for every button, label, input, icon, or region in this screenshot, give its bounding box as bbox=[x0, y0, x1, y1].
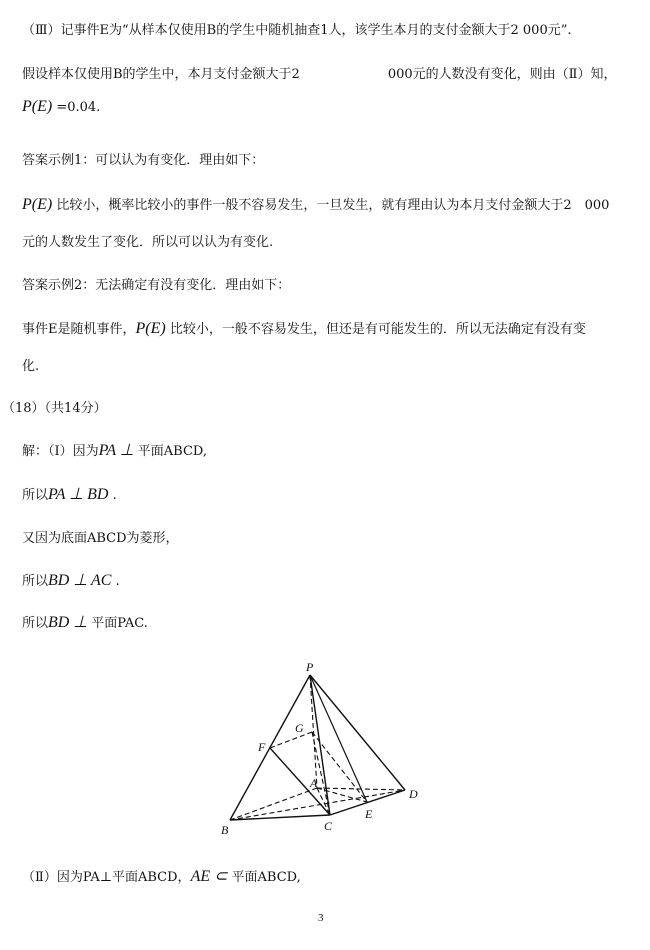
solution-step-1 bbox=[22, 442, 207, 461]
label-E: E bbox=[365, 807, 373, 821]
math-pe: P(E) bbox=[22, 196, 53, 213]
text: =0.04. bbox=[52, 100, 101, 115]
text-b: 平面ABCD, bbox=[137, 444, 208, 459]
solution-step-5 bbox=[22, 614, 148, 633]
paragraph-answer-example-2 bbox=[22, 277, 290, 295]
text-a: 解：（Ⅰ）因为 bbox=[22, 444, 99, 459]
label-B: B bbox=[221, 823, 229, 837]
math: AE ⊂ bbox=[190, 868, 232, 885]
text: 比较小，概率比较小的事件一般不容易发生，一旦发生，就有理由认为本月支付金额大于2 000 bbox=[52, 198, 610, 213]
text-a: 所以 bbox=[22, 616, 49, 631]
text: 答案示例2：无法确定有没有变化．理由如下： bbox=[22, 278, 291, 293]
problem-18-heading bbox=[2, 400, 107, 418]
text-a: （Ⅱ）因为PA⊥平面ABCD， bbox=[22, 870, 191, 885]
text: 答案示例1：可以认为有变化．理由如下： bbox=[22, 153, 265, 168]
text-a: 所以 bbox=[22, 574, 49, 589]
text: 又因为底面ABCD为菱形， bbox=[22, 531, 179, 546]
text: （Ⅲ）记事件E为“从样本仅使用B的学生中随机抽查1人，该学生本月的支付金额大于2 000元”. bbox=[22, 23, 572, 38]
math: BD ⊥ AC bbox=[48, 572, 112, 589]
page-number: 3 bbox=[318, 912, 324, 924]
text-b: 比较小，一般不容易发生，但还是有可能发生的．所以无法确定有没有变 bbox=[165, 322, 586, 337]
text-b: . bbox=[111, 574, 120, 589]
solution-step-4 bbox=[22, 572, 120, 591]
paragraph-probability-value bbox=[22, 98, 100, 117]
text-b: 平面PAC. bbox=[91, 616, 148, 631]
label-D: D bbox=[409, 787, 418, 801]
paragraph-event-definition bbox=[22, 22, 572, 40]
edge-AB bbox=[230, 788, 317, 820]
math-pe: P(E) bbox=[135, 320, 166, 337]
math: BD ⊥ bbox=[48, 614, 92, 631]
label-G: G bbox=[295, 721, 304, 735]
paragraph-reason-2 bbox=[22, 320, 586, 339]
text: （18）（共14分） bbox=[2, 401, 107, 416]
text-b: 000元的人数没有变化，则由（Ⅱ）知， bbox=[387, 67, 617, 82]
edge-FG bbox=[270, 732, 312, 748]
text: 元的人数发生了变化．所以可以认为有变化. bbox=[22, 235, 274, 250]
label-A: A bbox=[310, 776, 318, 790]
paragraph-reason-2-cont bbox=[22, 358, 39, 376]
edge-GC bbox=[312, 732, 330, 815]
paragraph-reason-1-cont bbox=[22, 234, 273, 252]
text-b: . bbox=[108, 488, 117, 503]
paragraph-answer-example-1 bbox=[22, 152, 264, 170]
edge-PA bbox=[310, 675, 317, 788]
label-C: C bbox=[324, 819, 333, 833]
solution-part-2 bbox=[22, 868, 301, 887]
text-a: 所以 bbox=[22, 488, 49, 503]
solution-step-3 bbox=[22, 530, 179, 548]
text-b: 平面ABCD, bbox=[231, 870, 301, 885]
edge-BC bbox=[230, 815, 330, 820]
text-a: 事件E是随机事件， bbox=[22, 322, 136, 337]
paragraph-assumption bbox=[22, 66, 616, 84]
math: PA ⊥ bbox=[98, 442, 138, 459]
text-a: 假设样本仅使用B的学生中，本月支付金额大于2 bbox=[22, 67, 300, 82]
pyramid-figure bbox=[215, 660, 425, 840]
text: 化. bbox=[22, 359, 40, 374]
label-F: F bbox=[258, 740, 266, 754]
label-P: P bbox=[306, 660, 314, 674]
paragraph-reason-1 bbox=[22, 196, 609, 215]
math: PA ⊥ BD bbox=[48, 486, 109, 503]
solution-step-2 bbox=[22, 486, 117, 505]
math-pe: P(E) bbox=[22, 98, 53, 115]
